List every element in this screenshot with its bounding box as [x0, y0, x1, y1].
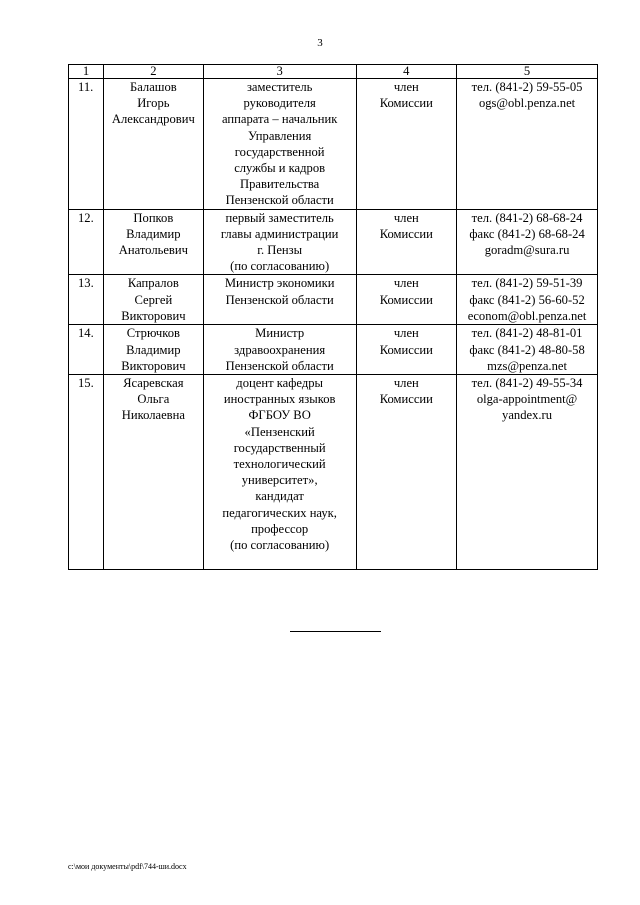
- end-divider: [290, 631, 381, 632]
- member-role: [356, 325, 457, 375]
- member-position-line: «Пензенский: [244, 424, 315, 439]
- member-position-line: г. Пензы: [257, 243, 303, 258]
- member-name-line: Анатольевич: [118, 243, 188, 258]
- member-name-line: Викторович: [121, 358, 186, 373]
- member-name-line: Александрович: [111, 112, 195, 127]
- member-name-line: Сергей: [134, 292, 173, 307]
- member-contacts-line: тел. (841-2) 48-81-01: [471, 326, 583, 341]
- table-row: [69, 375, 598, 570]
- member-contacts-line: тел. (841-2) 68-68-24: [471, 210, 583, 225]
- member-role-line: Комиссии: [379, 392, 433, 407]
- table-header-row: [69, 65, 598, 79]
- member-position-line: Пензенской области: [225, 193, 334, 208]
- member-position-line: иностранных языков: [223, 392, 336, 407]
- member-position-line: государственной: [234, 144, 325, 159]
- member-role-line: член: [393, 326, 419, 341]
- file-path-footer: c:\мои документы\pdf\744-ши.docx: [68, 862, 187, 871]
- member-position-line: технологический: [233, 457, 326, 472]
- member-position: [203, 275, 356, 325]
- member-position: [203, 375, 356, 570]
- member-position-line: главы администрации: [220, 226, 339, 241]
- member-contacts: [457, 79, 598, 210]
- member-contacts-line: тел. (841-2) 49-55-34: [471, 376, 583, 391]
- member-role-line: член: [393, 276, 419, 291]
- member-contacts: [457, 325, 598, 375]
- member-name-line: Игорь: [137, 96, 170, 111]
- member-name-line: Балашов: [129, 80, 177, 94]
- table-body: [69, 79, 598, 570]
- member-contacts: [457, 375, 598, 570]
- member-name: [103, 325, 203, 375]
- member-position-line: Управления: [247, 128, 312, 143]
- member-position-line: университет»,: [241, 473, 318, 488]
- member-role-line: член: [393, 210, 419, 225]
- member-contacts-line: факс (841-2) 68-68-24: [469, 226, 585, 241]
- member-contacts-line: факс (841-2) 48-80-58: [469, 342, 585, 357]
- member-position-line: здравоохранения: [234, 342, 326, 357]
- member-position-line: аппарата – начальник: [221, 112, 338, 127]
- member-name-line: Стрючков: [126, 326, 180, 341]
- column-header: 5: [457, 65, 598, 79]
- member-position-line: (по согласованию): [230, 538, 330, 553]
- member-role-line: Комиссии: [379, 96, 433, 111]
- member-contacts-line: mzs@penza.net: [487, 358, 567, 373]
- commission-members-table: [68, 64, 598, 570]
- member-contacts: [457, 275, 598, 325]
- member-name-line: Николаевна: [121, 408, 185, 423]
- member-position-line: заместитель: [246, 80, 313, 94]
- member-position-line: первый заместитель: [225, 210, 334, 225]
- member-position-line: доцент кафедры: [236, 376, 323, 391]
- table-row: [69, 209, 598, 275]
- member-position-line: Пензенской области: [225, 292, 334, 307]
- row-number: 14.: [69, 325, 104, 375]
- member-role-line: Комиссии: [379, 342, 433, 357]
- table-row: [69, 275, 598, 325]
- row-number: 13.: [69, 275, 104, 325]
- member-contacts-line: факс (841-2) 56-60-52: [469, 292, 585, 307]
- member-name-line: Владимир: [126, 342, 181, 357]
- member-name-line: Капралов: [127, 276, 179, 291]
- member-contacts: [457, 209, 598, 275]
- member-position: [203, 79, 356, 210]
- member-role-line: Комиссии: [379, 226, 433, 241]
- member-contacts-line: тел. (841-2) 59-55-05: [471, 80, 583, 94]
- row-number: 11.: [69, 79, 104, 210]
- member-position: [203, 209, 356, 275]
- table-row: [69, 79, 598, 210]
- member-position: [203, 325, 356, 375]
- row-number: 12.: [69, 209, 104, 275]
- member-role-line: Комиссии: [379, 292, 433, 307]
- member-contacts-line: yandex.ru: [502, 408, 553, 423]
- member-name: [103, 275, 203, 325]
- member-name-line: Ясаревская: [123, 376, 184, 391]
- member-position-line: педагогических наук,: [222, 505, 337, 520]
- member-contacts-line: econom@obl.penza.net: [467, 308, 587, 323]
- member-contacts-line: ogs@obl.penza.net: [478, 96, 576, 111]
- member-position-line: Пензенской области: [225, 358, 334, 373]
- member-contacts-line: olga-appointment@: [476, 392, 578, 407]
- member-position-line: ФГБОУ ВО: [248, 408, 311, 423]
- member-name: [103, 79, 203, 210]
- member-role-line: член: [393, 376, 419, 391]
- member-name-line: Ольга: [137, 392, 170, 407]
- member-name-line: Владимир: [126, 226, 181, 241]
- member-role-line: член: [393, 80, 419, 94]
- member-name-line: Викторович: [121, 308, 186, 323]
- member-role: [356, 375, 457, 570]
- member-position-line: Министр экономики: [224, 276, 335, 291]
- member-name-line: Попков: [133, 210, 174, 225]
- table-row: [69, 325, 598, 375]
- column-header: 1: [69, 65, 104, 79]
- member-position-line: руководителя: [243, 96, 316, 111]
- member-position-line: государственный: [233, 440, 326, 455]
- member-role: [356, 209, 457, 275]
- row-number: 15.: [69, 375, 104, 570]
- member-position-line: (по согласованию): [230, 259, 330, 274]
- member-position-line: Министр: [255, 326, 305, 341]
- column-header: 3: [203, 65, 356, 79]
- member-contacts-line: тел. (841-2) 59-51-39: [471, 276, 583, 291]
- member-position-line: Правительства: [240, 177, 320, 192]
- column-header: 2: [103, 65, 203, 79]
- member-position-line: службы и кадров: [234, 161, 326, 176]
- page-number: 3: [317, 37, 323, 49]
- member-role: [356, 275, 457, 325]
- column-header: 4: [356, 65, 457, 79]
- member-position-line: профессор: [251, 521, 309, 536]
- member-name: [103, 375, 203, 570]
- member-position-line: кандидат: [255, 489, 304, 504]
- member-role: [356, 79, 457, 210]
- member-name: [103, 209, 203, 275]
- member-contacts-line: goradm@sura.ru: [484, 243, 570, 258]
